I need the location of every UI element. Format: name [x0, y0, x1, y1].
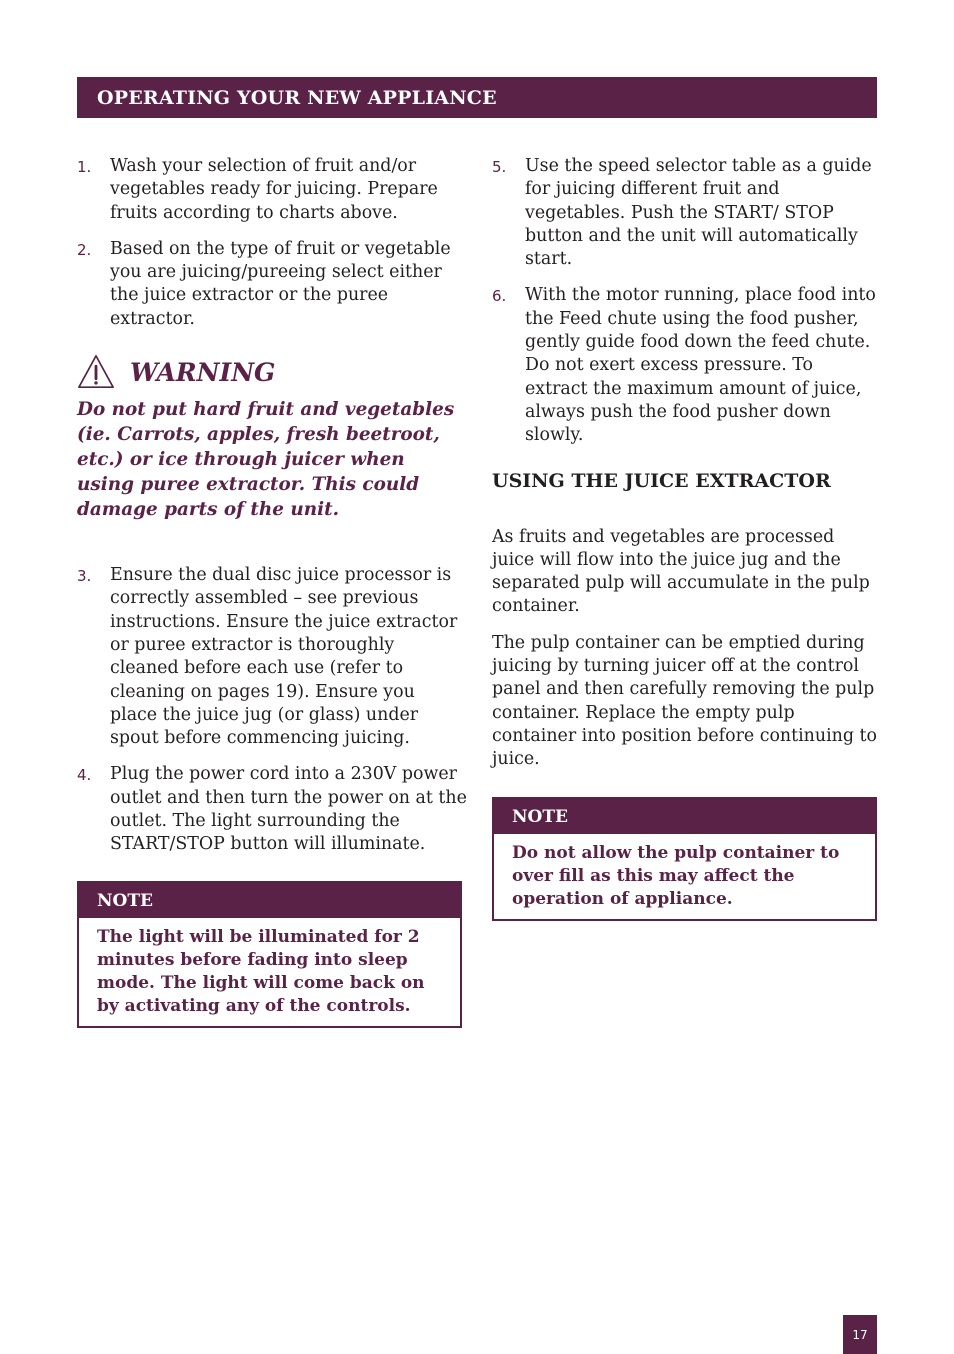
- step-text: Based on the type of fruit or vegetable you are juicing/pureeing select either the juice extractor or the puree extractor.: [110, 238, 451, 329]
- warning-block: [77, 353, 467, 522]
- note-title: NOTE: [494, 799, 875, 834]
- step-number: 6.: [492, 287, 507, 306]
- warning-text: Do not put hard fruit and vegetables (ie. Carrots, apples, fresh beetroot, etc.) or ice through juicer when using puree extractor. This could damage parts of the unit.: [77, 399, 455, 521]
- step-item: [492, 155, 877, 271]
- step-number: 5.: [492, 158, 507, 176]
- page-number: 17: [843, 1315, 877, 1354]
- steps-list-3: [492, 155, 877, 448]
- step-number: 2.: [77, 240, 92, 259]
- step-number: 4.: [77, 766, 92, 785]
- warning-triangle-icon: [77, 353, 115, 391]
- paragraph: As fruits and vegetables are processed juice will flow into the juice jug and the separated pulp will accumulate in the pulp container.: [492, 526, 870, 617]
- note-text: The light will be illuminated for 2 minutes before fading into sleep mode. The light will come back on by activating any of the controls.: [97, 926, 425, 1016]
- step-item: [77, 155, 467, 225]
- step-item: [77, 238, 467, 331]
- right-column: [492, 155, 877, 921]
- step-number: 3.: [77, 567, 92, 586]
- section-header-title: OPERATING YOUR NEW APPLIANCE: [97, 86, 497, 109]
- step-item: [77, 763, 467, 856]
- step-text: Use the speed selector table as a guide for juicing different fruit and vegetables. Push the START/ STOP button and the unit will automatically start.: [525, 156, 872, 270]
- warning-heading: [77, 353, 467, 391]
- step-text: Ensure the dual disc juice processor is correctly assembled – see previous instructions. Ensure the juice extractor or puree extractor is thoroughly cleaned before each use (refer to cleaning on pages 19). Ensure you place the juice jug (or glass) under spout before commencing juicing.: [110, 565, 458, 749]
- note-text: Do not allow the pulp container to over fill as this may affect the operation of appliance.: [512, 842, 840, 909]
- step-number: 1.: [77, 158, 92, 176]
- step-text: Plug the power cord into a 230V power outlet and then turn the power on at the outlet. The light surrounding the START/STOP button will illuminate.: [110, 764, 467, 855]
- step-item: [492, 284, 877, 447]
- step-text: With the motor running, place food into the Feed chute using the food pusher, gently guide food down the feed chute. Do not exert excess pressure. To extract the maximum amount of juice, always push the food pusher down slowly.: [525, 285, 876, 446]
- note-box-light: [77, 881, 462, 1028]
- juice-extractor-heading: USING THE JUICE EXTRACTOR: [492, 469, 831, 492]
- paragraph: The pulp container can be emptied during juicing by turning juicer off at the control panel and then carefully removing the pulp container. Replace the empty pulp container into position before continuing to juice.: [492, 632, 877, 770]
- step-text: Wash your selection of fruit and/or vegetables ready for juicing. Prepare fruits according to charts above.: [110, 156, 438, 223]
- warning-title: WARNING: [130, 357, 276, 387]
- note-title: NOTE: [79, 883, 460, 918]
- note-box-pulp: [492, 797, 877, 921]
- steps-list-1: [77, 155, 467, 331]
- step-item: [77, 564, 467, 750]
- section-header-bar: [77, 77, 877, 118]
- left-column: [77, 155, 467, 1028]
- steps-list-2: [77, 564, 467, 857]
